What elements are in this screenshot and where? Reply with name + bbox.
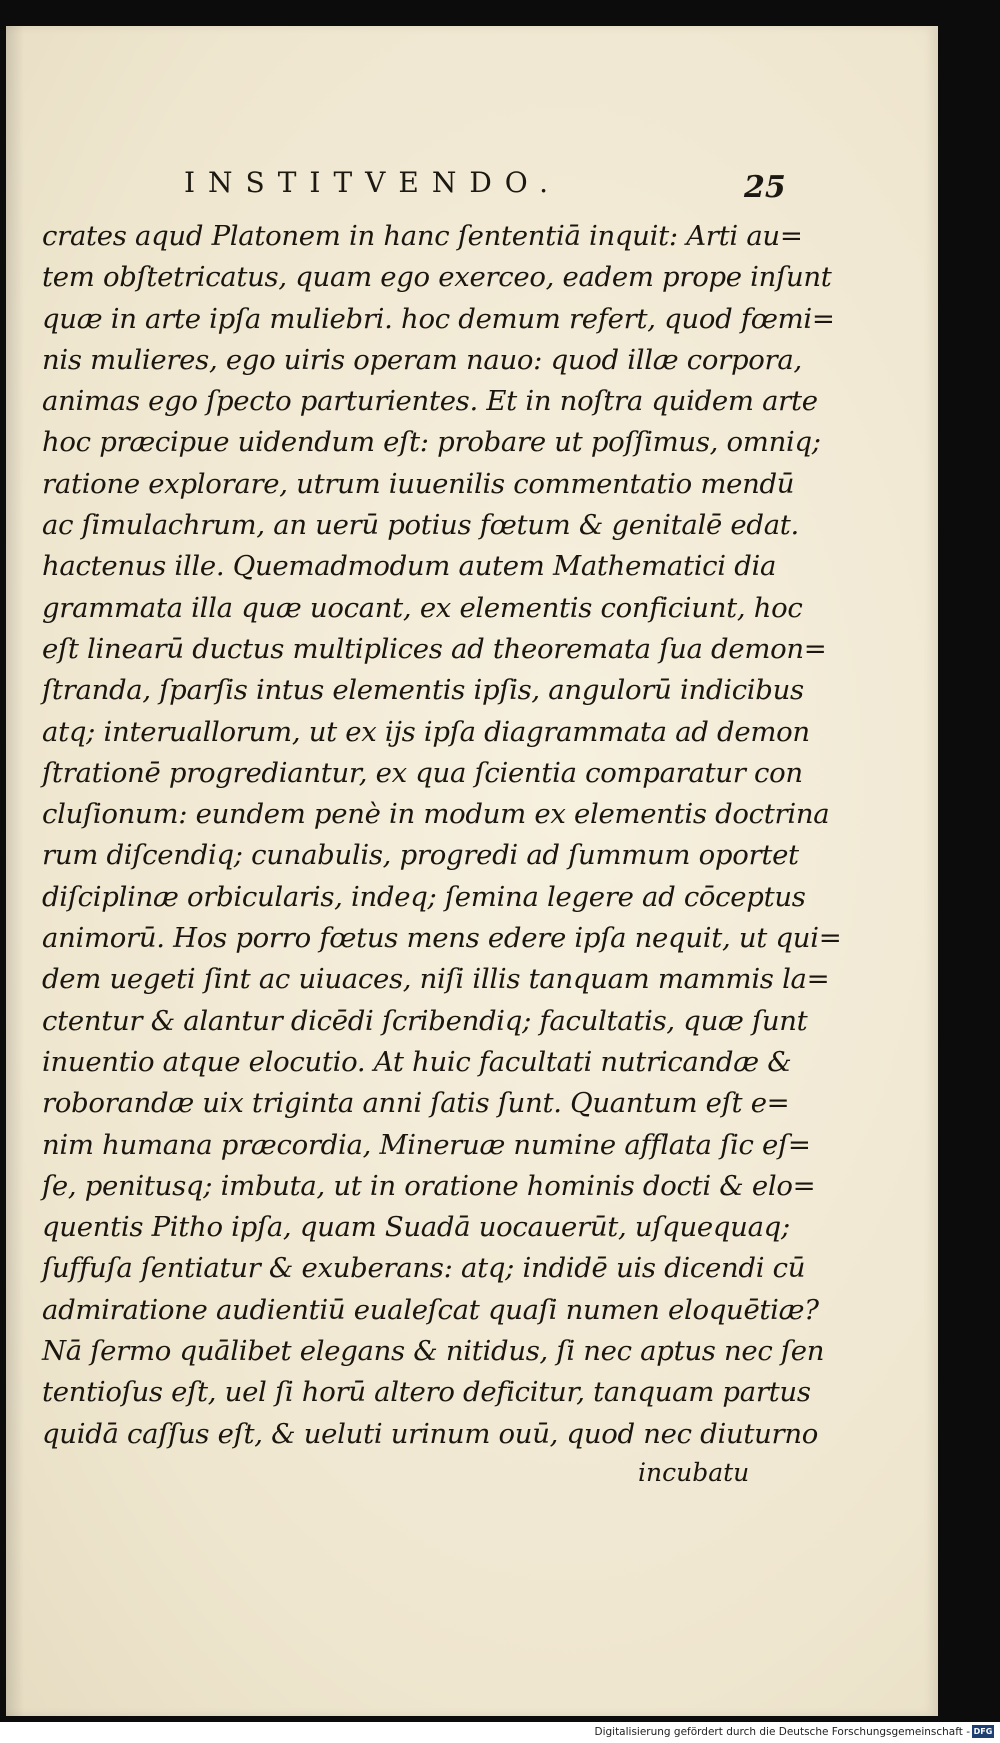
text-line: roborandæ uix triginta anni ſatis ſunt. Quantum eſt e= [42,1087,790,1120]
text-line: ctentur & alantur dicēdi ſcribendiq; facultatis, quæ ſunt [42,1004,808,1037]
text-line: hactenus ille. Quemadmodum autem Mathematici dia [42,550,777,583]
text-line: animorū. Hos porro fœtus mens edere ipſa nequit, ut qui= [42,922,842,955]
text-line: dem uegeti ſint ac uiuaces, niſi illis tanquam mammis la= [42,963,830,996]
text-line: cluſionum: eundem penè in modum ex elementis doctrina [42,798,830,831]
digitization-credit: Digitalisierung gefördert durch die Deutsche Forschungsgemeinschaft - [594,1726,970,1738]
text-line: hoc præcipue uidendum eſt: probare ut poſſimus, omniq; [42,426,821,459]
text-line: quidā caſſus eſt, & ueluti urinum ouū, quod nec diuturno [42,1417,819,1450]
body-text [42,216,842,1455]
text-line: rum diſcendiq; cunabulis, progredi ad ſummum oportet [42,839,799,872]
text-line: tentioſus eſt, uel ſi horū altero deficitur, tanquam partus [42,1376,811,1409]
text-line: Nā ſermo quālibet elegans & nitidus, ſi nec aptus nec ſen [42,1335,825,1368]
text-line: ratione explorare, utrum iuuenilis commentatio mendū [42,467,795,500]
text-line: animas ego ſpecto parturientes. Et in noſtra quidem arte [42,385,818,418]
text-line: ſuffuſa ſentiatur & exuberans: atq; indidē uis dicendi cū [42,1252,806,1285]
text-line: diſciplinæ orbicularis, indeq; ſemina legere ad cōceptus [42,880,806,913]
text-line: inuentio atque elocutio. At huic facultati nutricandæ & [42,1045,792,1078]
text-line: grammata illa quæ uocant, ex elementis conficiunt, hoc [42,591,803,624]
text-line: ſe, penitusq; imbuta, ut in oratione hominis docti & elo= [42,1169,816,1202]
text-line: tem obſtetricatus, quam ego exerceo, eadem prope inſunt [42,261,832,294]
text-line: ſtranda, ſparſis intus elementis ipſis, angulorū indicibus [42,674,804,707]
running-head: INSTITVENDO. [184,166,561,199]
dfg-logo: DFG [973,1727,993,1736]
text-line: nis mulieres, ego uiris operam nauo: quod illæ corpora, [42,343,802,376]
text-line: eſt linearū ductus multiplices ad theoremata ſua demon= [42,632,827,665]
book-page [6,26,938,1716]
text-line: atq; interuallorum, ut ex ijs ipſa diagrammata ad demon [42,715,810,748]
page-number: 25 [744,170,786,205]
text-line: crates aqud Platonem in hanc ſententiā inquit: Arti au= [42,220,803,252]
text-line: quentis Pitho ipſa, quam Suadā uocauerūt, uſquequaq; [42,1211,790,1244]
catchword: incubatu [638,1458,750,1487]
text-line: ac ſimulachrum, an uerū potius fœtum & genitalē edat. [42,509,800,542]
text-line: ſtrationē progrediantur, ex qua ſcientia comparatur con [42,756,803,789]
text-line: nim humana præcordia, Mineruæ numine afflata ſic eſ= [42,1128,811,1161]
text-line: quæ in arte ipſa muliebri. hoc demum refert, quod fœmi= [42,302,835,335]
text-line: admiratione audientiū eualeſcat quaſi numen eloquētiæ? [42,1293,819,1326]
